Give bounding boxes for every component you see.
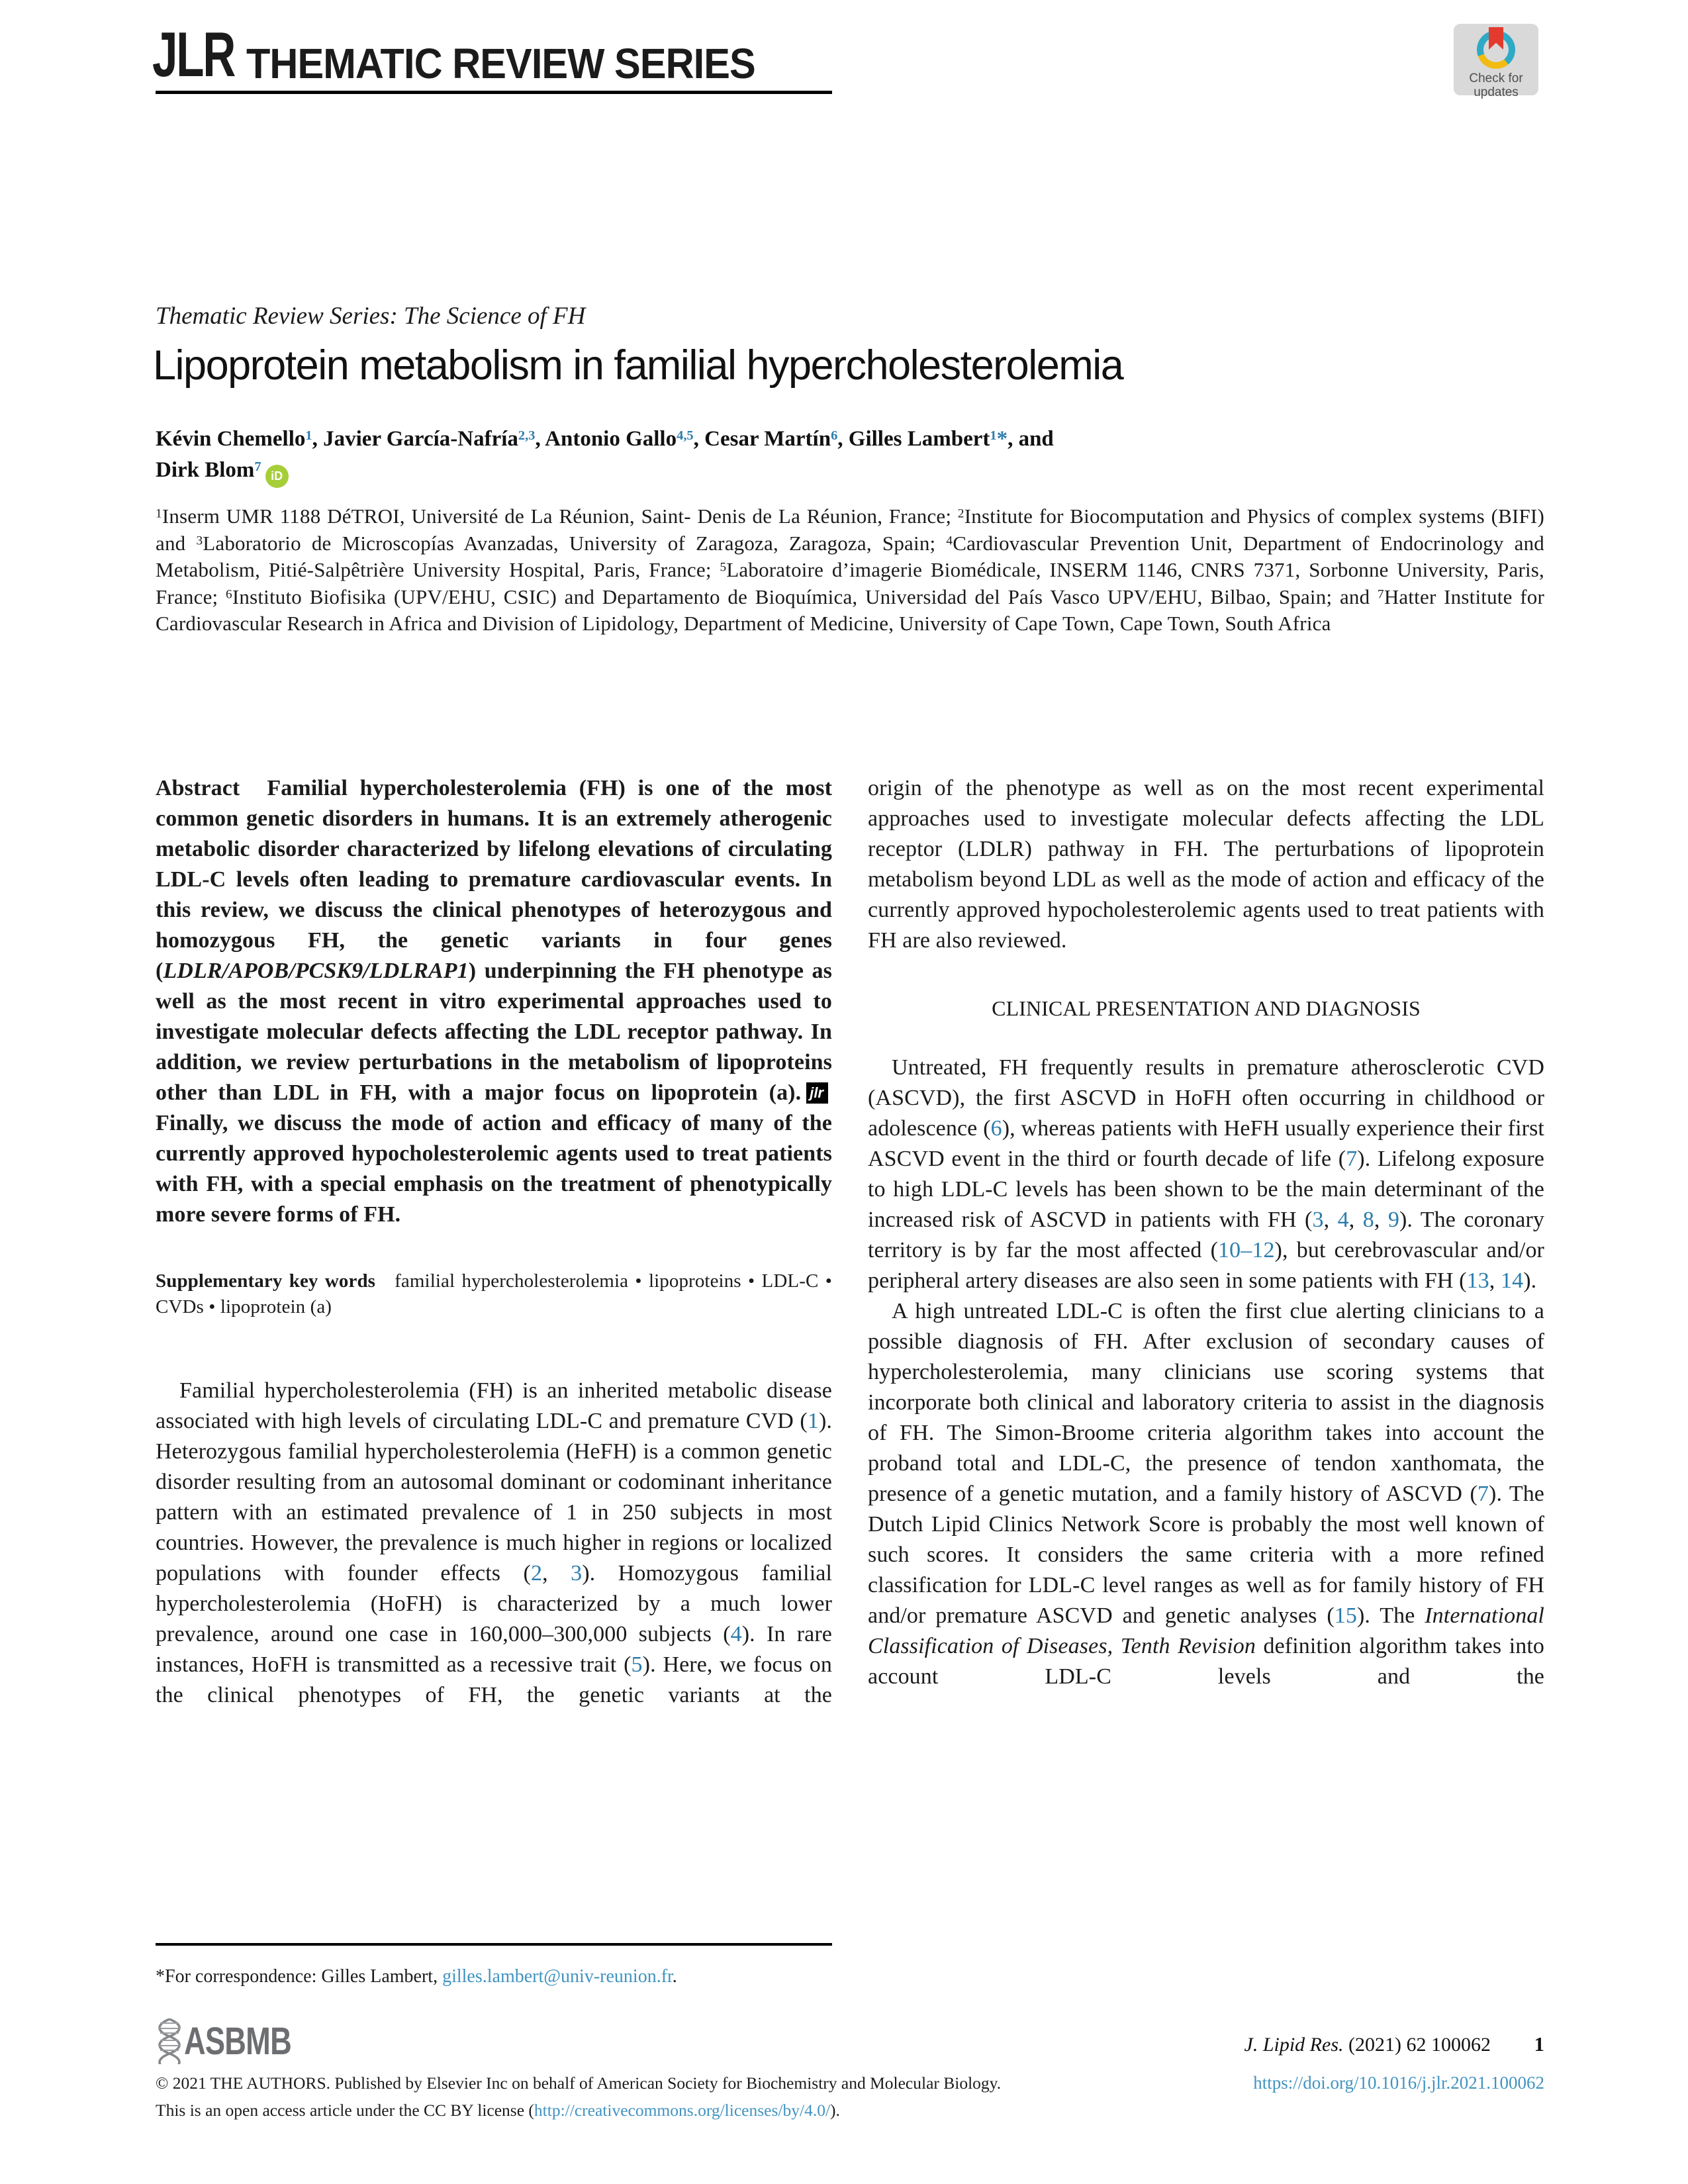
reference-link[interactable]: 4 bbox=[730, 1622, 742, 1646]
text-segment: Instituto Biofisika (UPV/EHU, CSIC) and Departamento de Bioquímica, Universidad del País Vasco UPV/EHU, Bilbao, Spain; and bbox=[232, 585, 1378, 608]
page-number: 1 bbox=[1534, 2032, 1544, 2056]
text-segment: ). bbox=[1523, 1268, 1537, 1293]
reference-link[interactable]: 7 bbox=[1346, 1147, 1358, 1171]
doi-link[interactable]: https://doi.org/10.1016/j.jlr.2021.100062 bbox=[1253, 2073, 1544, 2093]
text-segment: 3 bbox=[196, 533, 203, 547]
supplementary-keywords bbox=[156, 1268, 832, 1320]
text-segment: ). The coronary territory is by far the most affected ( bbox=[868, 1208, 1544, 1262]
header-rule bbox=[156, 91, 832, 94]
reference-link[interactable]: 6 bbox=[990, 1116, 1002, 1141]
asbmb-helix-icon bbox=[151, 2018, 187, 2064]
text-segment: Cardiovascular Prevention Unit, Department of Endocrinology and Metabolism, Pitié-Salpêtrière University Hospital, Paris, France; bbox=[156, 531, 1544, 581]
series-banner: THEMATIC REVIEW SERIES bbox=[246, 40, 755, 87]
text-segment: Familial hypercholesterolemia (FH) is one of the most common genetic disorders in humans. It is an extremely atherogenic metabolic disorder characterized by lifelong elevations of circulating LDL-C levels often leading to premature cardiovascular events. In this review, we discuss the clinical phenotypes of heterozygous and homozygous FH, the genetic variants in four genes ( bbox=[156, 776, 832, 983]
text-segment: familial hypercholesterolemia • lipoproteins • LDL-C • CVDs • lipoprotein (a) bbox=[156, 1270, 832, 1317]
reference-link[interactable]: 7 bbox=[254, 459, 261, 474]
license-line bbox=[156, 2097, 1544, 2124]
text-segment: Javier García-Nafría bbox=[323, 427, 518, 451]
reference-link[interactable]: 5 bbox=[631, 1652, 643, 1677]
reference-link[interactable]: 10–12 bbox=[1218, 1238, 1275, 1262]
article-title: Lipoprotein metabolism in familial hypercholesterolemia bbox=[153, 342, 1123, 389]
text-segment: , bbox=[837, 427, 849, 451]
body-paragraph: origin of the phenotype as well as on the most recent experimental approaches used to investigate molecular defects affecting the LDL receptor (LDLR) pathway in FH. The perturbations of lipoprotein metabolism beyond LDL as well as the mode of action and efficacy of the currently approved hypocholesterolemic agents used to treat patients with FH are also reviewed. bbox=[868, 776, 1544, 953]
body-paragraph bbox=[156, 1376, 832, 1711]
text-segment: Abstract bbox=[156, 776, 267, 800]
text-segment: , bbox=[542, 1561, 571, 1586]
text-segment: , bbox=[1374, 1208, 1388, 1232]
text-segment: 4 bbox=[946, 533, 953, 547]
text-segment: 5 bbox=[720, 560, 727, 575]
section-heading: CLINICAL PRESENTATION AND DIAGNOSIS bbox=[992, 996, 1421, 1020]
journal-citation bbox=[1244, 2032, 1544, 2056]
text-segment: *For correspondence: Gilles Lambert, bbox=[156, 1966, 443, 1987]
text-segment: Cesar Martín bbox=[704, 427, 831, 451]
reference-link[interactable]: 4,5 bbox=[677, 428, 694, 443]
hyperlink[interactable]: gilles.lambert@univ-reunion.fr bbox=[442, 1966, 673, 1987]
text-segment: , bbox=[693, 427, 705, 451]
reference-link[interactable]: 7 bbox=[1477, 1482, 1489, 1506]
text-segment: This is an open access article under the CC BY license ( bbox=[156, 2101, 534, 2120]
text-segment: ). Heterozygous familial hypercholesterolemia (HeFH) is a common genetic disorder resulting from an autosomal dominant or codominant inheritance pattern with an estimated prevalence of 1 in 250 subjects in most countries. However, the prevalence is much higher in regions or localized populations with founder effects ( bbox=[156, 1409, 832, 1586]
badge-line2: updates bbox=[1474, 85, 1519, 99]
reference-link[interactable]: 9 bbox=[1387, 1208, 1399, 1232]
footer-legal bbox=[156, 2069, 1544, 2124]
reference-link[interactable]: 4 bbox=[1337, 1208, 1349, 1232]
text-segment: . bbox=[672, 1966, 677, 1987]
reference-link[interactable]: 2,3 bbox=[518, 428, 536, 443]
text-segment: , bbox=[1323, 1208, 1338, 1232]
badge-line1: Check for bbox=[1469, 71, 1523, 85]
correspondence-footnote bbox=[156, 1943, 832, 1989]
jlr-logo: JLR bbox=[152, 19, 235, 90]
right-column bbox=[868, 773, 1544, 1692]
text-segment: ). Homozygous familial hypercholesterolemia (HoFH) is characterized by a much lower prevalence, around one case in 160,000–300,000 subjects ( bbox=[156, 1561, 833, 1646]
abstract-paragraph bbox=[156, 773, 832, 1230]
reference-link[interactable]: 3 bbox=[1312, 1208, 1324, 1232]
text-segment: Finally, we discuss the mode of action and efficacy of many of the currently approved hypocholesterolemic agents used to treat patients with FH, with a special emphasis on the treatment of phenotypically more severe forms of FH. bbox=[156, 1111, 832, 1227]
text-segment: (2021) 62 100062 bbox=[1343, 2034, 1491, 2056]
body-paragraph bbox=[868, 1053, 1544, 1296]
reference-link[interactable]: 13 bbox=[1466, 1268, 1489, 1293]
text-segment: 7 bbox=[1378, 587, 1384, 601]
reference-link[interactable]: 1 bbox=[305, 428, 312, 443]
correspondence-text bbox=[156, 1964, 832, 1989]
asbmb-logo bbox=[151, 2018, 322, 2064]
copyright-text: © 2021 THE AUTHORS. Published by Elsevier Inc on behalf of American Society for Biochemistry and Molecular Biology. bbox=[156, 2073, 1002, 2093]
copyright-line bbox=[156, 2069, 1544, 2097]
text-segment: ). bbox=[830, 2101, 840, 2120]
text-segment: , bbox=[535, 427, 545, 451]
text-segment: LDLR/APOB/PCSK9/LDLRAP1 bbox=[163, 959, 469, 983]
reference-link[interactable]: 1 bbox=[990, 428, 997, 443]
text-segment: Laboratorio de Microscopías Avanzadas, University of Zaragoza, Zaragoza, Spain; bbox=[203, 531, 947, 555]
affiliations bbox=[156, 503, 1544, 638]
text-segment: 1 bbox=[156, 506, 162, 521]
text-segment: 2 bbox=[957, 506, 964, 521]
text-segment: ), whereas patients with HeFH usually experience their first ASCVD event in the third or fourth decade of life ( bbox=[868, 1116, 1544, 1171]
text-segment: Supplementary key words bbox=[156, 1270, 395, 1292]
reference-link[interactable]: 14 bbox=[1501, 1268, 1524, 1293]
text-segment: ). Here, we focus on the clinical phenotypes of FH, the genetic variants at the bbox=[156, 1652, 833, 1707]
hyperlink[interactable]: http://creativecommons.org/licenses/by/4.0/ bbox=[534, 2101, 831, 2120]
series-eyebrow: Thematic Review Series: The Science of FH bbox=[156, 303, 586, 330]
text-segment: , bbox=[1489, 1268, 1501, 1293]
text-segment: Institute for Biocomputation and Physics of complex systems (BIFI) and bbox=[156, 504, 1544, 555]
text-segment: Kévin Chemello bbox=[156, 427, 306, 451]
text-segment: Antonio Gallo bbox=[545, 427, 677, 451]
text-segment: , and bbox=[1008, 427, 1054, 451]
reference-link[interactable]: 15 bbox=[1334, 1603, 1357, 1628]
text-segment: J. Lipid Res. bbox=[1244, 2034, 1344, 2056]
text-segment: Laboratoire d’imagerie Biomédicale, INSERM 1146, CNRS 7371, Sorbonne University, Paris, France; bbox=[156, 558, 1544, 608]
text-segment: ) underpinning the FH phenotype as well as the most recent in vitro experimental approaches used to investigate molecular defects affecting the LDL receptor pathway. In addition, we review perturbations in the metabolism of lipoproteins other than LDL in FH, with a major focus on lipoprotein (a). bbox=[156, 959, 832, 1105]
text-segment: 6 bbox=[226, 587, 232, 601]
text-segment: ). The bbox=[1356, 1603, 1425, 1628]
reference-link[interactable]: 2 bbox=[530, 1561, 543, 1586]
citation-text bbox=[1244, 2034, 1491, 2056]
text-segment: Untreated, FH frequently results in premature atherosclerotic CVD (ASCVD), the first ASCVD in HoFH often occurring in childhood or adolescence ( bbox=[868, 1055, 1544, 1141]
text-segment: Dirk Blom bbox=[156, 458, 255, 482]
text-segment: Hatter Institute for Cardiovascular Research in Africa and Division of Lipidology, Department of Medicine, University of Cape Town, Cape Town, South Africa bbox=[156, 585, 1544, 635]
text-segment: ). The Dutch Lipid Clinics Network Score is probably the most well known of such scores. It considers the same criteria with a more refined classification for LDL-C level ranges as well as for family history of FH and/or premature ASCVD and genetic analyses ( bbox=[868, 1482, 1544, 1628]
text-segment: Gilles Lambert bbox=[848, 427, 990, 451]
reference-link[interactable]: * bbox=[996, 427, 1008, 451]
orcid-icon[interactable]: iD bbox=[265, 465, 289, 488]
text-segment: A high untreated LDL-C is often the first clue alerting clinicians to a possible diagnosis of FH. After exclusion of secondary causes of hypercholesterolemia, many clinicians use scoring systems that incorporate both clinical and laboratory criteria to assist in the diagnosis of FH. The Simon-Broome criteria algorithm takes into account the proband total and LDL-C, the presence of tendon xanthomata, the presence of a genetic mutation, and a family history of ASCVD ( bbox=[868, 1299, 1544, 1506]
left-column bbox=[156, 773, 832, 1711]
body-paragraph bbox=[868, 1296, 1544, 1692]
text-segment: ). In rare instances, HoFH is transmitted as a recessive trait ( bbox=[156, 1622, 832, 1677]
text-segment: ). Lifelong exposure to high LDL-C levels has been shown to be the main determinant of the increased risk of ASCVD in patients with FH ( bbox=[868, 1147, 1544, 1232]
reference-link[interactable]: 6 bbox=[831, 428, 838, 443]
text-segment: International Classification of Diseases, Tenth Revision bbox=[868, 1603, 1544, 1658]
text-segment: , bbox=[312, 427, 324, 451]
text-segment: ), but cerebrovascular and/or peripheral artery diseases are also seen in some patients with FH ( bbox=[868, 1238, 1544, 1293]
jlr-inline-icon: jlr bbox=[806, 1082, 828, 1104]
check-for-updates-badge[interactable] bbox=[1454, 24, 1538, 99]
reference-link[interactable]: 8 bbox=[1362, 1208, 1374, 1232]
text-segment: definition algorithm takes into account LDL-C levels and the bbox=[868, 1634, 1544, 1689]
reference-link[interactable]: 3 bbox=[571, 1561, 583, 1586]
author-list bbox=[156, 424, 1054, 488]
check-for-updates-label bbox=[1454, 71, 1538, 99]
text-segment: Inserm UMR 1188 DéTROI, Université de La Réunion, Saint- Denis de La Réunion, France; bbox=[162, 504, 958, 528]
asbmb-wordmark: ASBMB bbox=[184, 2019, 291, 2063]
reference-link[interactable]: 1 bbox=[807, 1409, 819, 1433]
text-segment: , bbox=[1348, 1208, 1363, 1232]
text-segment: Familial hypercholesterolemia (FH) is an inherited metabolic disease associated with high levels of circulating LDL-C and premature CVD ( bbox=[156, 1378, 832, 1433]
